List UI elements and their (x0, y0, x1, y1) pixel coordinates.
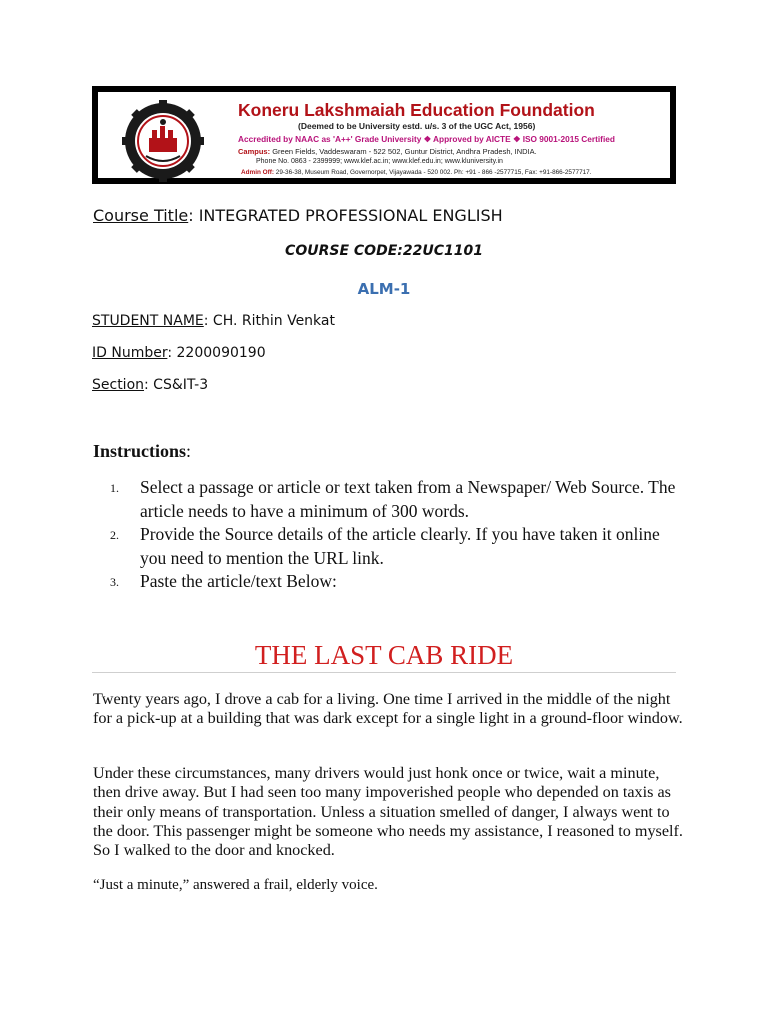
section-label: Section (92, 377, 145, 393)
course-title-label: Course Title (93, 206, 189, 225)
course-code: COURSE CODE:22UC1101 (285, 243, 483, 259)
student-name-label: STUDENT NAME (92, 313, 204, 329)
instructions-heading-text: Instructions (93, 441, 187, 461)
instruction-text: Paste the article/text Below: (140, 571, 337, 591)
instruction-text: Provide the Source details of the article clearly. If you have taken it online you need to mention the URL link. (140, 524, 660, 568)
id-number-row (92, 345, 266, 361)
banner-org-name: Koneru Lakshmaiah Education Foundation (238, 100, 595, 120)
banner-inner (98, 92, 670, 178)
banner-campus (238, 147, 537, 156)
article-title: THE LAST CAB RIDE (254, 640, 514, 670)
student-name-row (92, 313, 335, 329)
instructions-heading (93, 441, 191, 462)
university-seal-logo-icon (122, 100, 204, 182)
article-paragraph: Under these circumstances, many drivers would just honk once or twice, wait a minute, then drive away. But I had seen too many impoverished people who depended on taxis as their only means of transportation. Unless a situation smelled of danger, I always went to the door. This passenger might be someone who needs my assistance, I reasoned to myself. So I walked to the door and knocked. (93, 764, 683, 860)
instructions-list (110, 476, 690, 594)
instruction-item (110, 476, 690, 523)
course-title-value: : INTEGRATED PROFESSIONAL ENGLISH (188, 206, 503, 225)
banner-deemed-text: (Deemed to be University estd. u/s. 3 of the UGC Act, 1956) (298, 121, 536, 131)
instruction-text: Select a passage or article or text taken from a Newspaper/ Web Source. The article needs to have a minimum of 300 words. (140, 477, 676, 521)
section-row (92, 377, 208, 393)
instruction-item (110, 570, 690, 594)
banner-admin-label: Admin Off: (241, 169, 275, 176)
student-name-value: : CH. Rithin Venkat (203, 313, 335, 329)
instruction-item (110, 523, 690, 570)
article-paragraph: “Just a minute,” answered a frail, elderly voice. (93, 877, 378, 893)
id-number-label: ID Number (92, 345, 168, 361)
institution-banner (92, 86, 676, 184)
section-value: : CS&IT-3 (144, 377, 209, 393)
course-title (93, 206, 503, 225)
banner-campus-label: Campus: (238, 147, 271, 156)
alm-label: ALM-1 (357, 280, 411, 298)
banner-admin (241, 169, 592, 176)
instructions-heading-colon: : (186, 441, 192, 461)
article-paragraph: Twenty years ago, I drove a cab for a living. One time I arrived in the middle of the night for a pick-up at a building that was dark except for a single light in a ground-floor window. (93, 690, 683, 728)
instruction-number: 1. (110, 481, 119, 495)
banner-accreditation: Accredited by NAAC as 'A++' Grade University ❖ Approved by AICTE ❖ ISO 9001-2015 Certified (238, 134, 615, 144)
banner-admin-text: 29-36-38, Museum Road, Governorpet, Vijayawada - 520 002. Ph: +91 - 866 -2577715, Fax: +91-866-2577717. (275, 169, 592, 176)
banner-campus-text: Green Fields, Vaddeswaram - 522 502, Guntur District, Andhra Pradesh, INDIA. (272, 147, 537, 156)
instruction-number: 2. (110, 528, 119, 542)
id-number-value: : 2200090190 (167, 345, 266, 361)
banner-phone: Phone No. 0863 - 2399999; www.klef.ac.in; www.klef.edu.in; www.kluniversity.in (256, 158, 503, 165)
title-divider (92, 672, 676, 673)
instruction-number: 3. (110, 575, 119, 589)
